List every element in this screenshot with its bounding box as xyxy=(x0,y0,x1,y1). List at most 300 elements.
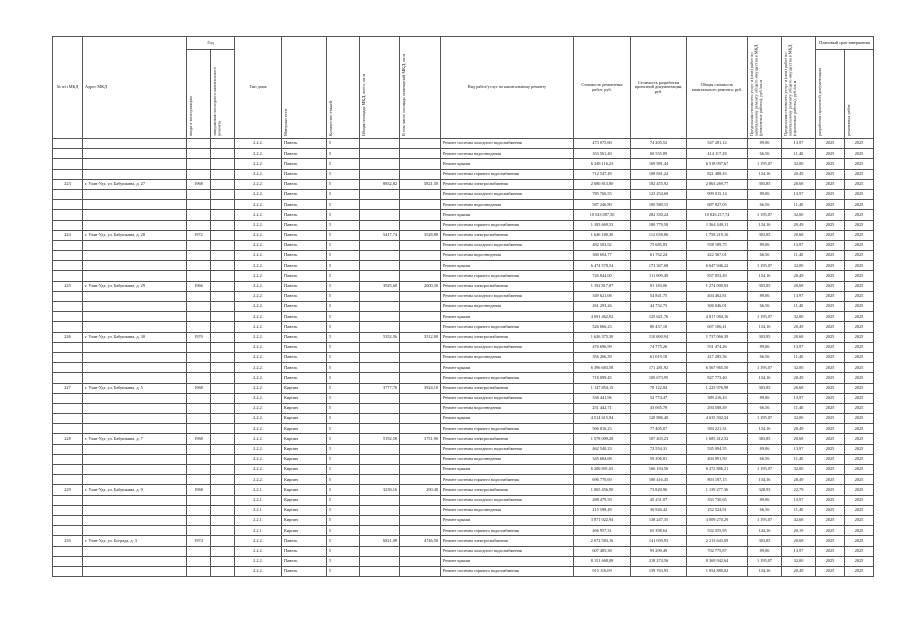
cell-repair-cost: 482 503,92 xyxy=(574,240,631,250)
cell-total-cost: 1 685 412,52 xyxy=(687,434,748,444)
cell-address xyxy=(83,261,187,271)
cell-residential-area xyxy=(400,169,441,179)
cell-mkd-no xyxy=(53,454,83,464)
cell-address: г. Улан-Удэ, ул. Бабушкина, д. 29 xyxy=(83,281,187,291)
cell-total-cost: 2 863 269,77 xyxy=(687,179,748,189)
cell-unit-cost-design: 20,68 xyxy=(782,332,816,342)
cell-unit-cost-design: 11,40 xyxy=(782,200,816,210)
cell-mkd-no xyxy=(53,149,83,159)
cell-design-cost: 73 820,96 xyxy=(631,485,687,495)
cell-total-cost: 821 488,43 xyxy=(687,169,748,179)
cell-design-cost: 78 122,84 xyxy=(631,383,687,393)
cell-house-type: 2.2.2. xyxy=(235,251,282,261)
cell-year-commission xyxy=(187,159,211,169)
cell-wall-material: Панель xyxy=(282,373,327,383)
cell-unit-cost-repair: 144,16 xyxy=(748,526,782,536)
cell-work-type: Ремонт системы холодного водоснабжения xyxy=(441,546,574,556)
cell-address xyxy=(83,505,187,515)
cell-total-cost: 909 015,14 xyxy=(687,189,748,199)
cell-term-design: 2025 xyxy=(816,485,845,495)
cell-address xyxy=(83,515,187,525)
cell-total-area xyxy=(360,373,400,383)
cell-address xyxy=(83,495,187,505)
cell-unit-cost-design: 20,49 xyxy=(782,373,816,383)
cell-term-repair: 2025 xyxy=(845,189,874,199)
cell-address xyxy=(83,403,187,413)
cell-year-commission xyxy=(187,312,211,322)
cell-repair-cost: 261 293,26 xyxy=(574,302,631,312)
cell-unit-cost-design: 32,00 xyxy=(782,261,816,271)
cell-residential-area xyxy=(400,546,441,556)
cell-mkd-no xyxy=(53,495,83,505)
cell-work-type: Ремонт системы водоотведения xyxy=(441,454,574,464)
repair-program-sheet xyxy=(52,36,874,577)
cell-wall-material: Панель xyxy=(282,200,327,210)
cell-residential-area xyxy=(400,220,441,230)
cell-year-last-repair xyxy=(211,322,235,332)
cell-year-commission xyxy=(187,210,211,220)
table-row xyxy=(53,322,874,332)
cell-year-commission xyxy=(187,444,211,454)
table-row xyxy=(53,495,874,505)
cell-term-design: 2025 xyxy=(816,434,845,444)
cell-term-design: 2025 xyxy=(816,281,845,291)
cell-year-last-repair xyxy=(211,424,235,434)
cell-house-type: 2.2.2. xyxy=(235,403,282,413)
cell-mkd-no xyxy=(53,465,83,475)
cell-unit-cost-design: 11,40 xyxy=(782,403,816,413)
cell-wall-material: Кирпич xyxy=(282,424,327,434)
cell-mkd-no xyxy=(53,210,83,220)
cell-term-design: 2025 xyxy=(816,444,845,454)
cell-address xyxy=(83,424,187,434)
cell-year-last-repair xyxy=(211,485,235,495)
cell-repair-cost: 6 348 116,23 xyxy=(574,159,631,169)
cell-residential-area: 2600,30 xyxy=(400,281,441,291)
cell-year-last-repair xyxy=(211,475,235,485)
cell-mkd-no xyxy=(53,505,83,515)
cell-unit-cost-repair: 66,56 xyxy=(748,251,782,261)
cell-floors: 5 xyxy=(327,240,360,250)
cell-house-type: 2.2.1. xyxy=(235,515,282,525)
cell-design-cost: 36 926,42 xyxy=(631,505,687,515)
table-row xyxy=(53,393,874,403)
table-row xyxy=(53,149,874,159)
cell-unit-cost-design: 20,19 xyxy=(782,526,816,536)
cell-year-last-repair xyxy=(211,546,235,556)
table-row xyxy=(53,332,874,342)
cell-year-last-repair xyxy=(211,454,235,464)
cell-work-type: Ремонт системы водоотведения xyxy=(441,302,574,312)
cell-year-last-repair xyxy=(211,312,235,322)
cell-design-cost: 75 685,83 xyxy=(631,240,687,250)
cell-term-repair: 2025 xyxy=(845,475,874,485)
cell-total-area: 3925,68 xyxy=(360,281,400,291)
cell-unit-cost-repair: 89,06 xyxy=(748,495,782,505)
cell-address xyxy=(83,312,187,322)
cell-residential-area xyxy=(400,271,441,281)
cell-floors: 5 xyxy=(327,556,360,566)
header-design-cost: Стоимость разработки проектной документации, руб. xyxy=(631,37,687,139)
cell-unit-cost-design: 13,97 xyxy=(782,240,816,250)
cell-term-repair: 2025 xyxy=(845,373,874,383)
cell-unit-cost-design: 20,49 xyxy=(782,169,816,179)
cell-work-type: Ремонт системы электроснабжения xyxy=(441,332,574,342)
cell-total-area: 5417,74 xyxy=(360,230,400,240)
cell-address xyxy=(83,363,187,373)
cell-year-commission: 1968 xyxy=(187,485,211,495)
table-row xyxy=(53,271,874,281)
cell-total-cost: 827 773,40 xyxy=(687,373,748,383)
cell-term-repair: 2025 xyxy=(845,159,874,169)
table-row xyxy=(53,515,874,525)
cell-work-type: Ремонт системы горячего водоснабжения xyxy=(441,322,574,332)
cell-floors: 5 xyxy=(327,251,360,261)
cell-unit-cost-repair: 303,85 xyxy=(748,179,782,189)
cell-total-cost: 607 106,41 xyxy=(687,322,748,332)
cell-year-commission xyxy=(187,291,211,301)
cell-term-design: 2025 xyxy=(816,179,845,189)
cell-term-design: 2025 xyxy=(816,220,845,230)
cell-residential-area xyxy=(400,302,441,312)
cell-wall-material: Панель xyxy=(282,189,327,199)
cell-address xyxy=(83,302,187,312)
cell-term-repair: 2025 xyxy=(845,434,874,444)
cell-term-design: 2025 xyxy=(816,393,845,403)
cell-floors: 5 xyxy=(327,465,360,475)
cell-design-cost: 100 580,15 xyxy=(631,200,687,210)
cell-wall-material: Кирпич xyxy=(282,444,327,454)
cell-residential-area xyxy=(400,373,441,383)
cell-total-area xyxy=(360,515,400,525)
cell-repair-cost: 10 543 887,50 xyxy=(574,210,631,220)
cell-year-commission xyxy=(187,240,211,250)
cell-wall-material: Панель xyxy=(282,302,327,312)
header-unit-cost-repair-text: Предельная стоимость услуг и (или) работ по капитальному ремонту общего имущества в МКД (ремонтные работы), руб./кв.м xyxy=(749,44,764,136)
cell-floors: 5 xyxy=(327,373,360,383)
cell-year-last-repair xyxy=(211,332,235,342)
cell-wall-material: Кирпич xyxy=(282,383,327,393)
cell-floors: 5 xyxy=(327,414,360,424)
cell-floors: 5 xyxy=(327,271,360,281)
cell-year-last-repair xyxy=(211,230,235,240)
cell-design-cost: 106 416,45 xyxy=(631,475,687,485)
cell-unit-cost-repair: 1 195,07 xyxy=(748,363,782,373)
cell-repair-cost: 288 479,59 xyxy=(574,495,631,505)
cell-wall-material: Панель xyxy=(282,220,327,230)
cell-mkd-no: 227 xyxy=(53,383,83,393)
cell-total-cost: 4 817 084,16 xyxy=(687,312,748,322)
cell-year-last-repair xyxy=(211,169,235,179)
cell-floors: 5 xyxy=(327,352,360,362)
cell-wall-material: Панель xyxy=(282,332,327,342)
cell-address xyxy=(83,444,187,454)
cell-residential-area xyxy=(400,200,441,210)
cell-repair-cost: 360 604,77 xyxy=(574,251,631,261)
cell-year-commission xyxy=(187,546,211,556)
cell-work-type: Ремонт системы водоотведения xyxy=(441,505,574,515)
cell-unit-cost-repair: 134,16 xyxy=(748,475,782,485)
cell-repair-cost: 336 441,96 xyxy=(574,393,631,403)
cell-mkd-no xyxy=(53,169,83,179)
table-row xyxy=(53,159,874,169)
cell-residential-area xyxy=(400,363,441,373)
table-row xyxy=(53,536,874,546)
header-house-type: Тип дома xyxy=(235,37,282,139)
cell-unit-cost-design: 20,68 xyxy=(782,383,816,393)
cell-unit-cost-repair: 303,85 xyxy=(748,281,782,291)
cell-unit-cost-design: 11,40 xyxy=(782,149,816,159)
cell-term-design: 2025 xyxy=(816,251,845,261)
cell-term-design: 2025 xyxy=(816,495,845,505)
cell-wall-material: Панель xyxy=(282,261,327,271)
cell-address: г. Улан-Удэ, ул. Бограда, д. 3 xyxy=(83,536,187,546)
cell-year-last-repair xyxy=(211,434,235,444)
table-row xyxy=(53,475,874,485)
table-row xyxy=(53,424,874,434)
cell-total-cost: 584 221,31 xyxy=(687,424,748,434)
cell-mkd-no: 225 xyxy=(53,281,83,291)
cell-term-repair: 2025 xyxy=(845,322,874,332)
cell-design-cost: 120 886,40 xyxy=(631,414,687,424)
cell-term-design: 2025 xyxy=(816,210,845,220)
cell-year-commission xyxy=(187,322,211,332)
cell-total-area xyxy=(360,159,400,169)
cell-year-last-repair xyxy=(211,179,235,189)
cell-floors: 5 xyxy=(327,566,360,576)
cell-mkd-no xyxy=(53,220,83,230)
cell-unit-cost-design: 32,00 xyxy=(782,210,816,220)
cell-term-design: 2025 xyxy=(816,261,845,271)
cell-house-type: 2.2.2. xyxy=(235,536,282,546)
table-row xyxy=(53,179,874,189)
cell-address xyxy=(83,475,187,485)
cell-wall-material: Кирпич xyxy=(282,515,327,525)
cell-unit-cost-repair: 89,06 xyxy=(748,342,782,352)
cell-wall-material: Панель xyxy=(282,210,327,220)
header-year-commission-text: ввода в эксплуатацию xyxy=(188,95,193,136)
cell-mkd-no xyxy=(53,240,83,250)
cell-term-repair: 2025 xyxy=(845,179,874,189)
cell-mkd-no: 229 xyxy=(53,485,83,495)
cell-total-area: 3777,70 xyxy=(360,383,400,393)
cell-wall-material: Кирпич xyxy=(282,434,327,444)
cell-total-area xyxy=(360,342,400,352)
cell-total-cost: 1 737 066,39 xyxy=(687,332,748,342)
cell-year-commission xyxy=(187,261,211,271)
cell-floors: 5 xyxy=(327,363,360,373)
cell-year-commission xyxy=(187,342,211,352)
cell-total-cost: 532 355,95 xyxy=(687,526,748,536)
cell-term-repair: 2025 xyxy=(845,302,874,312)
cell-unit-cost-design: 20,68 xyxy=(782,536,816,546)
cell-term-repair: 2025 xyxy=(845,536,874,546)
cell-year-commission xyxy=(187,505,211,515)
cell-wall-material: Панель xyxy=(282,271,327,281)
cell-unit-cost-design: 20,49 xyxy=(782,220,816,230)
cell-term-design: 2025 xyxy=(816,342,845,352)
cell-unit-cost-repair: 303,85 xyxy=(748,383,782,393)
table-row xyxy=(53,383,874,393)
cell-address xyxy=(83,240,187,250)
cell-mkd-no xyxy=(53,444,83,454)
cell-design-cost: 107 403,23 xyxy=(631,434,687,444)
cell-term-design: 2025 xyxy=(816,149,845,159)
cell-total-cost: 2 213 643,09 xyxy=(687,536,748,546)
cell-house-type: 2.2.2. xyxy=(235,454,282,464)
header-residential-area xyxy=(400,37,441,139)
cell-wall-material: Панель xyxy=(282,536,327,546)
cell-house-type: 2.2.2. xyxy=(235,393,282,403)
table-row xyxy=(53,434,874,444)
cell-year-last-repair xyxy=(211,251,235,261)
cell-residential-area xyxy=(400,159,441,169)
cell-total-area xyxy=(360,302,400,312)
cell-unit-cost-design: 11,40 xyxy=(782,505,816,515)
cell-year-commission: 1968 xyxy=(187,434,211,444)
cell-total-cost: 4 635 502,34 xyxy=(687,414,748,424)
cell-year-last-repair xyxy=(211,505,235,515)
cell-floors: 5 xyxy=(327,291,360,301)
cell-year-commission xyxy=(187,393,211,403)
cell-total-cost: 417 285,56 xyxy=(687,352,748,362)
cell-address: г. Улан-Удэ, ул. Бабушкина, д. 7 xyxy=(83,434,187,444)
cell-term-repair: 2025 xyxy=(845,271,874,281)
header-year-last-repair xyxy=(211,50,235,139)
cell-term-repair: 2025 xyxy=(845,505,874,515)
cell-residential-area xyxy=(400,515,441,525)
cell-year-commission xyxy=(187,403,211,413)
cell-design-cost: 61 762,24 xyxy=(631,251,687,261)
cell-residential-area xyxy=(400,444,441,454)
cell-house-type: 2.2.2. xyxy=(235,342,282,352)
cell-year-commission: 1966 xyxy=(187,281,211,291)
cell-unit-cost-repair: 134,16 xyxy=(748,322,782,332)
cell-term-repair: 2025 xyxy=(845,454,874,464)
cell-term-repair: 2025 xyxy=(845,414,874,424)
header-total-area xyxy=(360,37,400,139)
cell-unit-cost-design: 13,97 xyxy=(782,139,816,149)
cell-house-type: 2.2.2. xyxy=(235,210,282,220)
cell-unit-cost-design: 42,68 xyxy=(782,515,816,525)
cell-design-cost: 166 194,56 xyxy=(631,465,687,475)
cell-wall-material: Панель xyxy=(282,179,327,189)
cell-term-design: 2025 xyxy=(816,271,845,281)
cell-term-design: 2025 xyxy=(816,465,845,475)
cell-year-commission xyxy=(187,363,211,373)
cell-work-type: Ремонт системы горячего водоснабжения xyxy=(441,526,574,536)
cell-house-type: 2.2.1. xyxy=(235,485,282,495)
cell-work-type: Ремонт крыши xyxy=(441,159,574,169)
cell-address xyxy=(83,546,187,556)
cell-total-area xyxy=(360,210,400,220)
cell-floors: 5 xyxy=(327,220,360,230)
cell-design-cost: 59 206,81 xyxy=(631,454,687,464)
cell-year-commission xyxy=(187,200,211,210)
cell-wall-material: Панель xyxy=(282,322,327,332)
cell-repair-cost: 6 474 578,54 xyxy=(574,261,631,271)
cell-design-cost: 141 059,93 xyxy=(631,536,687,546)
cell-house-type: 2.2.2. xyxy=(235,149,282,159)
cell-unit-cost-design: 13,97 xyxy=(782,189,816,199)
cell-work-type: Ремонт системы горячего водоснабжения xyxy=(441,220,574,230)
cell-year-commission xyxy=(187,465,211,475)
cell-wall-material: Кирпич xyxy=(282,495,327,505)
cell-address xyxy=(83,373,187,383)
cell-repair-cost: 6 206 691,65 xyxy=(574,465,631,475)
table-row xyxy=(53,485,874,495)
cell-residential-area xyxy=(400,240,441,250)
cell-work-type: Ремонт крыши xyxy=(441,465,574,475)
cell-mkd-no xyxy=(53,526,83,536)
cell-mkd-no xyxy=(53,322,83,332)
cell-design-cost: 81 183,06 xyxy=(631,281,687,291)
cell-unit-cost-repair: 1 195,07 xyxy=(748,515,782,525)
table-row xyxy=(53,465,874,475)
cell-repair-cost: 506 816,23 xyxy=(574,424,631,434)
cell-work-type: Ремонт системы горячего водоснабжения xyxy=(441,475,574,485)
cell-total-cost: 1 274 000,93 xyxy=(687,281,748,291)
cell-wall-material: Панель xyxy=(282,312,327,322)
cell-unit-cost-repair: 89,06 xyxy=(748,444,782,454)
cell-term-design: 2025 xyxy=(816,352,845,362)
header-floors-text: Количество этажей xyxy=(328,100,334,136)
cell-term-repair: 2025 xyxy=(845,261,874,271)
cell-house-type: 2.2.2. xyxy=(235,352,282,362)
cell-term-design: 2025 xyxy=(816,332,845,342)
cell-wall-material: Кирпич xyxy=(282,454,327,464)
header-year-commission xyxy=(187,50,211,139)
cell-unit-cost-design: 20,49 xyxy=(782,424,816,434)
cell-total-area: 8832,82 xyxy=(360,179,400,189)
cell-mkd-no: 226 xyxy=(53,332,83,342)
cell-repair-cost: 1 578 009,28 xyxy=(574,434,631,444)
cell-term-design: 2025 xyxy=(816,169,845,179)
cell-mkd-no xyxy=(53,566,83,576)
cell-year-commission: 1972 xyxy=(187,230,211,240)
cell-address: г. Улан-Удэ, ул. Бабушкина, д. 5 xyxy=(83,383,187,393)
cell-work-type: Ремонт системы горячего водоснабжения xyxy=(441,271,574,281)
cell-work-type: Ремонт крыши xyxy=(441,363,574,373)
cell-term-design: 2025 xyxy=(816,414,845,424)
cell-mkd-no xyxy=(53,261,83,271)
cell-work-type: Ремонт системы горячего водоснабжения xyxy=(441,169,574,179)
cell-work-type: Ремонт системы холодного водоснабжения xyxy=(441,189,574,199)
cell-repair-cost: 2 072 583,16 xyxy=(574,536,631,546)
cell-address xyxy=(83,139,187,149)
cell-year-commission xyxy=(187,189,211,199)
cell-repair-cost: 8 151 668,08 xyxy=(574,556,631,566)
cell-term-design: 2025 xyxy=(816,322,845,332)
cell-design-cost: 171 281,92 xyxy=(631,363,687,373)
cell-wall-material: Панель xyxy=(282,352,327,362)
cell-address xyxy=(83,169,187,179)
cell-term-design: 2025 xyxy=(816,200,845,210)
table-row xyxy=(53,373,874,383)
cell-total-cost: 551 474,26 xyxy=(687,342,748,352)
cell-year-last-repair xyxy=(211,393,235,403)
cell-year-commission xyxy=(187,556,211,566)
cell-unit-cost-repair: 89,06 xyxy=(748,139,782,149)
cell-house-type: 2.2.2. xyxy=(235,322,282,332)
cell-term-design: 2025 xyxy=(816,515,845,525)
cell-residential-area: 3924,10 xyxy=(400,383,441,393)
cell-total-area xyxy=(360,189,400,199)
cell-address xyxy=(83,465,187,475)
cell-design-cost: 74 205,52 xyxy=(631,139,687,149)
cell-mkd-no xyxy=(53,139,83,149)
cell-design-cost: 169 981,44 xyxy=(631,159,687,169)
